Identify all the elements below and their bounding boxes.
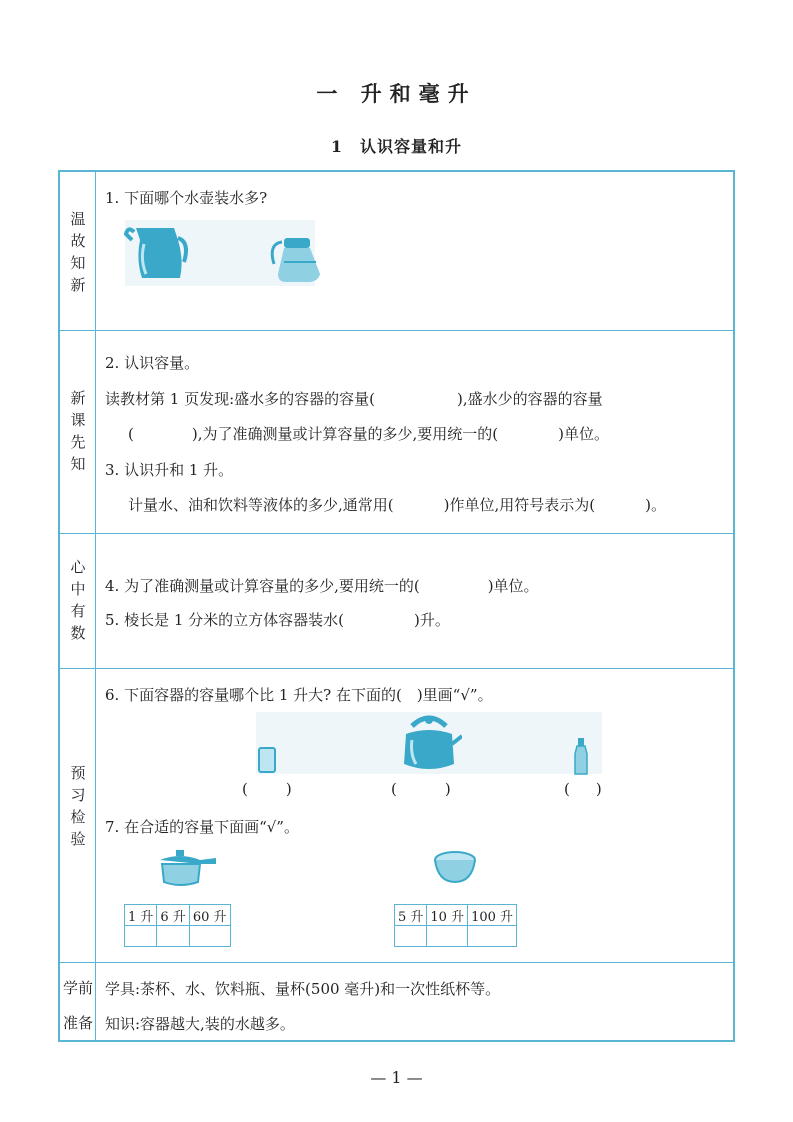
question-7: 7. 在合适的容量下面画“√”。: [105, 818, 299, 836]
check-cell[interactable]: [157, 926, 189, 947]
section-divider: [60, 962, 733, 963]
small-kettle-icon: [268, 234, 326, 286]
section-label-preview: 新 课 先 知: [70, 389, 86, 473]
prep-line-2: 知识:容器越大,装的水越多。: [105, 1015, 295, 1033]
bowl-icon: [432, 848, 478, 888]
bottle-icon: [572, 736, 590, 776]
capacity-option: 1 升: [125, 905, 157, 926]
worksheet-frame: [58, 170, 735, 1042]
section-divider: [60, 668, 733, 669]
question-2-line-2: ( ),为了准确测量或计算容量的多少,要用统一的( )单位。: [128, 425, 609, 443]
capacity-option: 60 升: [189, 905, 230, 926]
section-divider: [60, 330, 733, 331]
capacity-option: 10 升: [427, 905, 468, 926]
check-cell[interactable]: [427, 926, 468, 947]
question-2-line-1: 读教材第 1 页发现:盛水多的容器的容量( ),盛水少的容器的容量: [105, 390, 603, 408]
question-4: 4. 为了准确测量或计算容量的多少,要用统一的( )单位。: [105, 577, 539, 595]
section-label-mind: 心 中 有 数: [70, 558, 86, 642]
question-1: 1. 下面哪个水壶装水多?: [105, 189, 268, 207]
capacity-option: 6 升: [157, 905, 189, 926]
section-label-prep-1: 学前: [62, 979, 93, 997]
check-cell[interactable]: [395, 926, 427, 947]
big-kettle-icon: [124, 220, 188, 286]
lesson-title: 1 认识容量和升: [330, 137, 463, 156]
check-cell[interactable]: [468, 926, 517, 947]
kettle-icon: [396, 712, 462, 776]
capacity-option: 100 升: [468, 905, 517, 926]
check-cell[interactable]: [189, 926, 230, 947]
prep-line-1: 学具:茶杯、水、饮料瓶、量杯(500 毫升)和一次性纸杯等。: [105, 980, 501, 998]
question-3-line: 计量水、油和饮料等液体的多少,通常用( )作单位,用符号表示为( )。: [128, 496, 666, 514]
answer-paren-bottle[interactable]: ( ): [564, 780, 602, 798]
section-divider: [60, 533, 733, 534]
question-6: 6. 下面容器的容量哪个比 1 升大? 在下面的( )里画“√”。: [105, 686, 493, 704]
answer-paren-kettle[interactable]: ( ): [391, 780, 451, 798]
pressure-cooker-icon: [156, 848, 220, 888]
answer-paren-glass[interactable]: ( ): [242, 780, 292, 798]
check-cell[interactable]: [125, 926, 157, 947]
question-2-title: 2. 认识容量。: [105, 354, 200, 372]
section-label-prep-2: 准备: [62, 1014, 93, 1032]
capacity-table-bowl: [394, 904, 517, 947]
capacity-table-cooker: [124, 904, 231, 947]
page-number: — 1 —: [370, 1068, 423, 1087]
section-label-check: 预 习 检 验: [70, 764, 86, 848]
chapter-title: 一 升和毫升: [316, 81, 477, 106]
question-5: 5. 棱长是 1 分米的立方体容器装水( )升。: [105, 611, 450, 629]
glass-icon: [256, 746, 278, 776]
section-label-review: 温 故 知 新: [70, 210, 86, 294]
capacity-option: 5 升: [395, 905, 427, 926]
question-3-title: 3. 认识升和 1 升。: [105, 461, 234, 479]
